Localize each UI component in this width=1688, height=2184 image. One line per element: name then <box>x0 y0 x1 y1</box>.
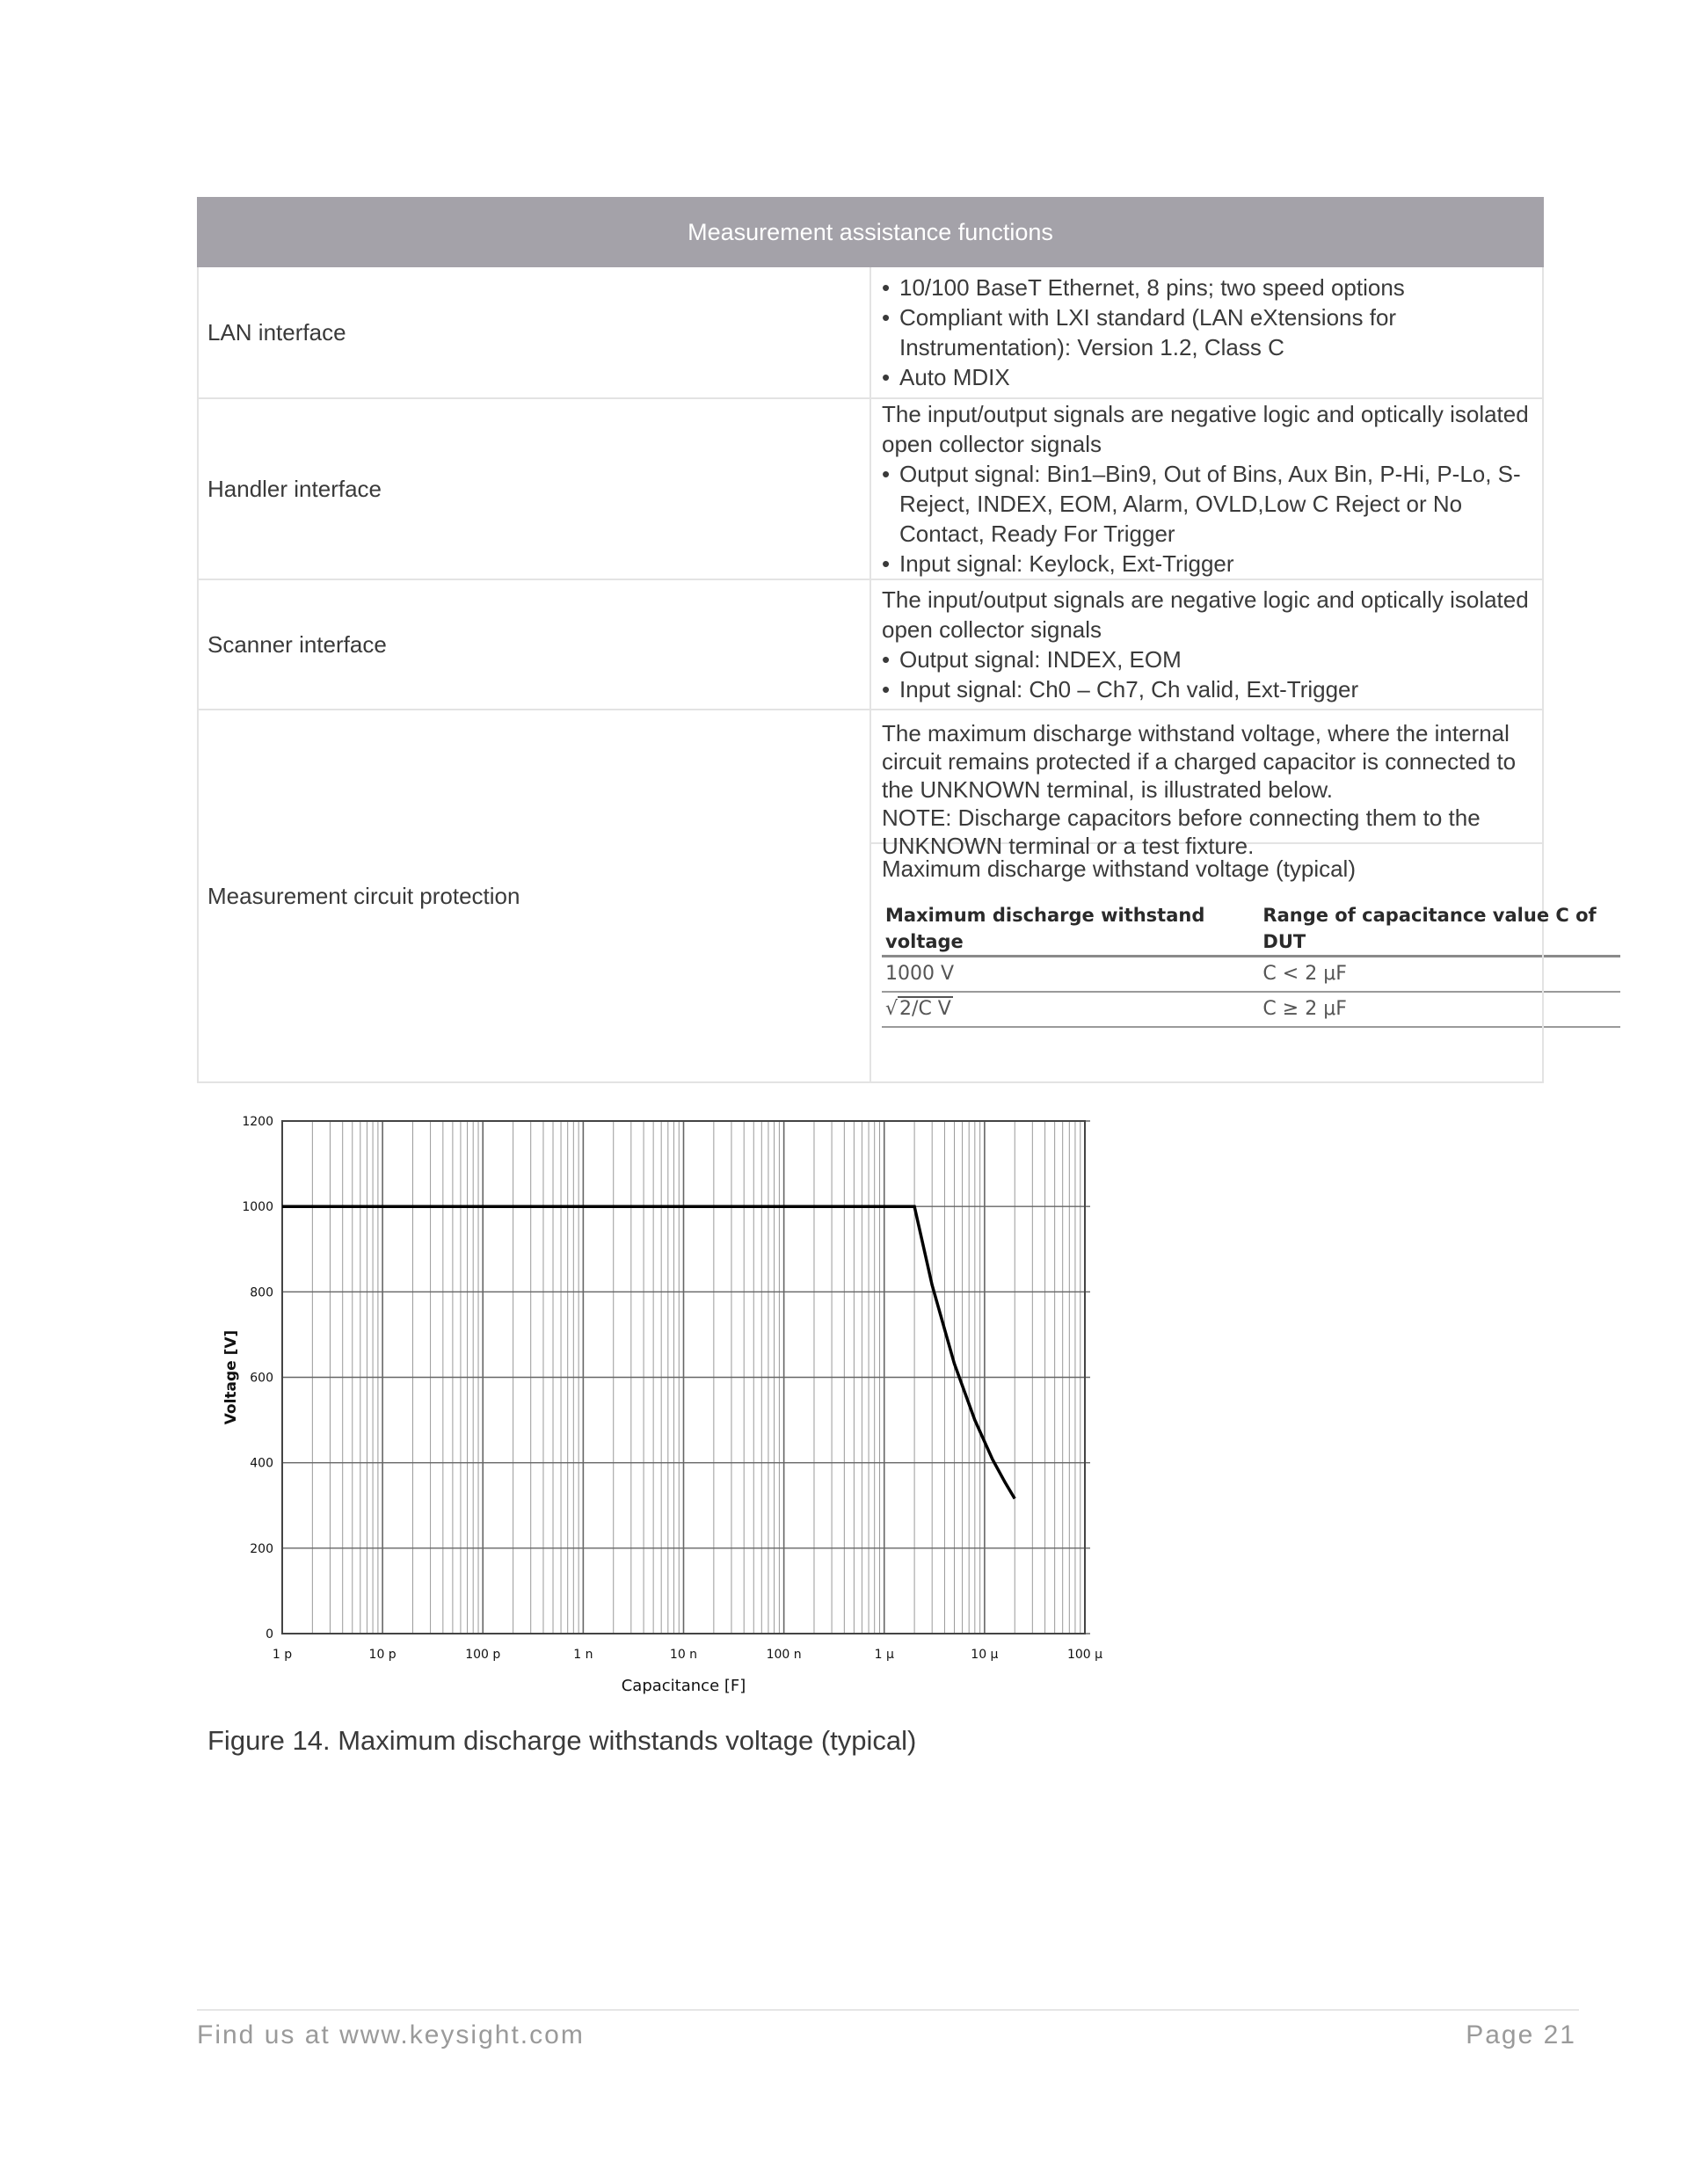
x-tick-label: 1 n <box>573 1648 593 1662</box>
protection-note: NOTE: Discharge capacitors before connecting them to the UNKNOWN terminal or a test fixture. <box>882 804 1481 859</box>
table-cell: C < 2 μF <box>1259 957 1620 993</box>
table-row <box>882 992 1620 1027</box>
row-content <box>870 266 1543 398</box>
sqrt-expression: 2/C V <box>899 998 951 1020</box>
list-item: • Output signal: INDEX, EOM <box>899 644 1532 674</box>
table-cell <box>882 992 1259 1027</box>
y-tick-label: 800 <box>250 1285 273 1300</box>
row-label: Scanner interface <box>198 579 870 710</box>
spec-table <box>197 197 1597 1083</box>
row-content <box>870 579 1543 710</box>
voltage-chart <box>211 1103 1108 1714</box>
x-tick-label: 10 n <box>669 1648 698 1662</box>
series-line <box>282 1206 1015 1498</box>
y-tick-label: 0 <box>266 1627 273 1642</box>
table-row <box>198 579 1543 710</box>
figure-caption: Figure 14. Maximum discharge withstands voltage (typical) <box>207 1725 917 1756</box>
row-intro: The input/output signals are negative logic and optically isolated open collector signals <box>882 586 1529 643</box>
list-item: • Compliant with LXI standard (LAN eXtensions for Instrumentation): Version 1.2, Class C <box>899 302 1532 362</box>
y-tick-label: 200 <box>250 1541 273 1556</box>
x-tick-label: 1 μ <box>874 1648 894 1662</box>
voltage-table-header: Range of capacitance value C of DUT <box>1259 902 1620 957</box>
table-cell: 1000 V <box>882 957 1259 993</box>
sqrt-symbol: √ <box>885 998 899 1020</box>
row-label: LAN interface <box>198 266 870 398</box>
chart-ticks <box>242 1115 1102 1662</box>
y-tick-label: 600 <box>250 1371 273 1386</box>
row-label: Measurement circuit protection <box>198 710 870 1082</box>
table-cell: C ≥ 2 μF <box>1259 992 1620 1027</box>
x-tick-label: 1 p <box>272 1648 293 1662</box>
footer-divider <box>197 2009 1579 2011</box>
x-tick-label: 100 p <box>465 1648 501 1662</box>
row-label: Handler interface <box>198 398 870 579</box>
list-item: • Output signal: Bin1–Bin9, Out of Bins, Aux Bin, P-Hi, P-Lo, S-Reject, INDEX, EOM, Alarm, OVLD,Low C Reject or No Contact, Ready For Trigger <box>899 459 1532 549</box>
y-axis-label: Voltage [V] <box>222 1329 240 1425</box>
page-number: Page 21 <box>1466 2020 1576 2049</box>
x-tick-label: 100 μ <box>1066 1648 1103 1662</box>
protection-description: The maximum discharge withstand voltage, where the internal circuit remains protected if a charged capacitor is connected to the UNKNOWN terminal, is illustrated below. <box>882 720 1517 803</box>
x-tick-label: 10 μ <box>971 1648 999 1662</box>
table-row <box>198 398 1543 579</box>
voltage-table-header: Maximum discharge withstand voltage <box>882 902 1259 957</box>
y-tick-label: 1000 <box>242 1200 273 1215</box>
chart-grid <box>282 1121 1090 1634</box>
row-content <box>870 398 1543 579</box>
x-axis-label: Capacitance [F] <box>621 1677 746 1695</box>
list-item: • Input signal: Keylock, Ext-Trigger <box>899 549 1532 579</box>
list-item: • Input signal: Ch0 – Ch7, Ch valid, Ext-Trigger <box>899 674 1532 704</box>
x-tick-label: 100 n <box>766 1648 802 1662</box>
row-intro: The input/output signals are negative logic and optically isolated open collector signals <box>882 401 1529 457</box>
table-header: Measurement assistance functions <box>198 198 1543 266</box>
voltage-table <box>882 902 1620 1028</box>
table-row <box>882 957 1620 993</box>
x-tick-label: 10 p <box>368 1648 397 1662</box>
row-content <box>870 710 1597 1082</box>
y-tick-label: 400 <box>250 1456 273 1471</box>
table-row <box>198 710 1543 1082</box>
list-item: • 10/100 BaseT Ethernet, 8 pins; two speed options <box>899 273 1532 302</box>
list-item: • Auto MDIX <box>899 362 1532 392</box>
sub-heading: Maximum discharge withstand voltage (typical) <box>882 855 1356 882</box>
table-row <box>198 266 1543 398</box>
footer-link[interactable]: Find us at www.keysight.com <box>197 2020 585 2049</box>
y-tick-label: 1200 <box>242 1115 273 1129</box>
